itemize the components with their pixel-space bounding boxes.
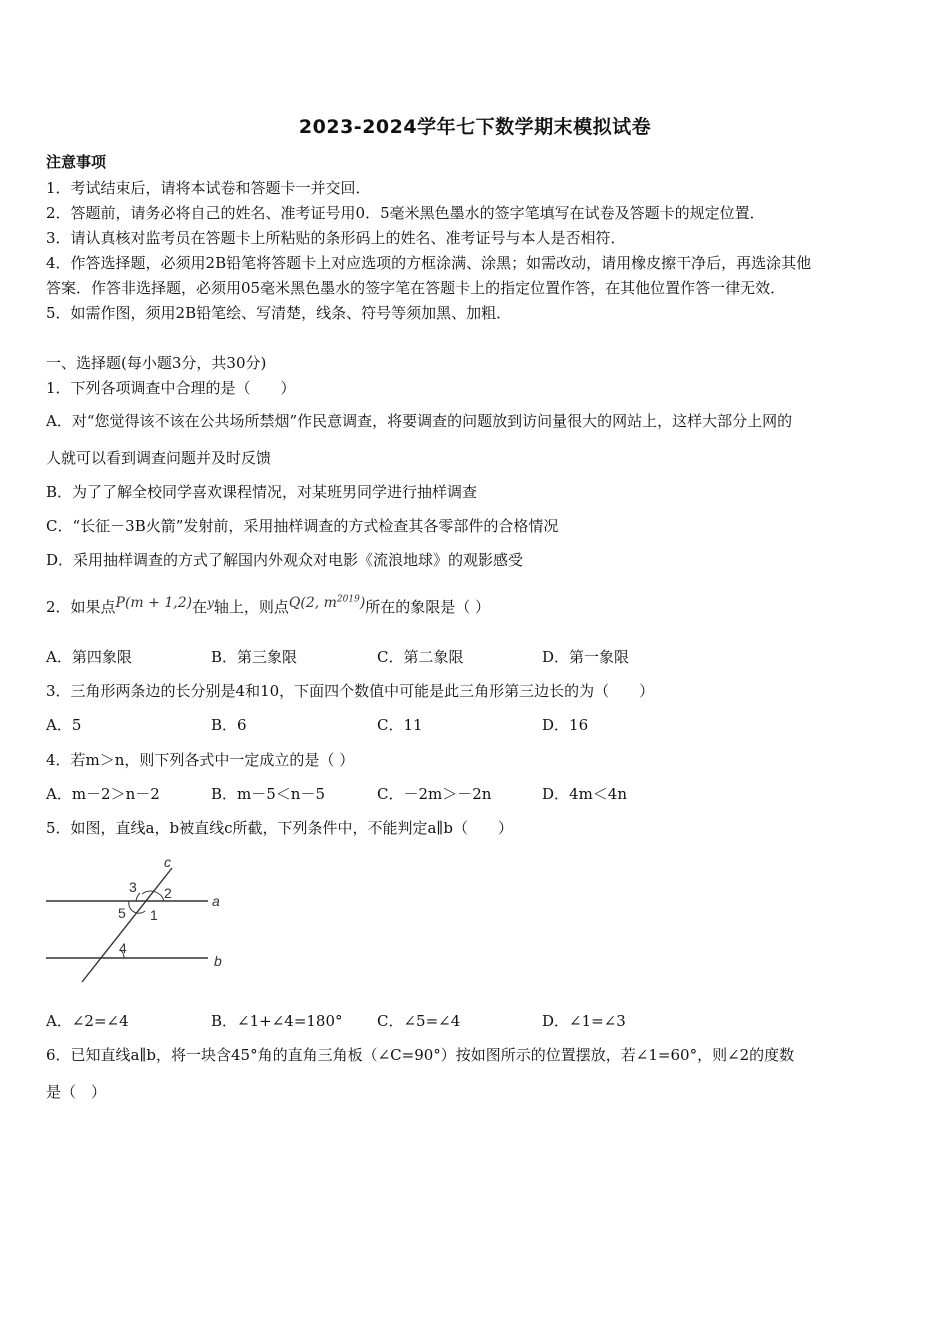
q1-option-a-cont: 人就可以看到调查问题并及时反馈 [46,449,272,467]
q2-option-b: B．第三象限 [211,648,298,666]
q2-text-2: 在 [192,598,208,616]
notice-item-3: 3．请认真核对监考员在答题卡上所粘贴的条形码上的姓名、准考证号与本人是否相符． [46,229,626,247]
label-angle-3: 3 [129,879,137,895]
notice-heading: 注意事项 [46,153,107,171]
q1-option-a: A．对“您觉得该不该在公共场所禁烟”作民意调查，将要调查的问题放到访问量很大的网站上，这样大部分上网的 [46,412,793,430]
label-angle-2: 2 [164,885,172,901]
q3-option-d: D．16 [542,716,589,734]
q2-option-c: C．第二象限 [377,648,464,666]
q4-option-b: B．m－5＜n－5 [211,785,325,803]
label-a: a [212,893,220,909]
q5-option-d: D．∠1=∠3 [542,1012,626,1030]
label-b: b [214,953,222,969]
q2-option-d: D．第一象限 [542,648,630,666]
q2-option-a: A．第四象限 [46,648,132,666]
q4-option-d: D．4m＜4n [542,785,627,803]
point-q-base: Q(2, m [288,595,337,611]
q2-stem [46,596,490,617]
q2-text-1: 2．如果点 [46,598,116,616]
label-c: c [164,854,171,870]
label-angle-4: 4 [119,940,127,956]
page-title: 2023-2024学年七下数学期末模拟试卷 [298,116,652,138]
line-c [82,868,172,982]
q2-text-3: 轴上，则点 [213,598,289,616]
parallel-lines-figure [40,850,240,990]
point-q-exponent: 2019 [336,594,360,605]
section-heading: 一、选择题(每小题3分，共30分) [46,354,267,372]
q2-text-4: 所在的象限是（ ） [365,598,491,616]
q4-option-c: C．－2m＞－2n [377,785,492,803]
q1-option-b: B．为了了解全校同学喜欢课程情况，对某班男同学进行抽样调查 [46,483,478,501]
q1-option-c: C．“长征－3B火箭”发射前，采用抽样调查的方式检查其各零部件的合格情况 [46,517,559,535]
label-angle-5: 5 [118,905,126,921]
q3-option-a: A．5 [46,716,82,734]
q3-option-c: C．11 [377,716,423,734]
q3-option-b: B．6 [211,716,247,734]
q4-stem: 4．若m＞n，则下列各式中一定成立的是（ ） [46,751,355,769]
q3-stem: 3．三角形两条边的长分别是4和10，下面四个数值中可能是此三角形第三边长的为（ ） [46,682,655,700]
label-angle-1: 1 [150,907,158,923]
point-q-formula [289,595,365,611]
q1-option-d: D．采用抽样调查的方式了解国内外观众对电影《流浪地球》的观影感受 [46,551,524,569]
point-p-formula: P(m + 1,2) [115,595,193,611]
notice-item-5: 5．如需作图，须用2B铅笔绘、写清楚，线条、符号等须加黑、加粗． [46,304,512,322]
q4-option-a: A．m－2＞n－2 [46,785,160,803]
notice-item-4: 4．作答选择题，必须用2B铅笔将答题卡上对应选项的方框涂满、涂黑；如需改动，请用橡皮擦干净后，再选涂其他 [46,254,812,272]
q5-stem: 5．如图，直线a，b被直线c所截，下列条件中，不能判定a∥b（ ） [46,819,513,837]
q1-stem: 1．下列各项调查中合理的是（ ） [46,379,296,397]
notice-item-1: 1．考试结束后，请将本试卷和答题卡一并交回． [46,179,371,197]
point-q-close: ) [359,595,366,611]
q6-stem: 6．已知直线a∥b，将一块含45°角的直角三角板（∠C=90°）按如图所示的位置摆放，若∠1=60°，则∠2的度数 [46,1046,795,1064]
notice-item-4-cont: 答案．作答非选择题，必须用05毫米黑色墨水的签字笔在答题卡上的指定位置作答，在其他位置作答一律无效． [46,279,786,297]
q5-option-b: B．∠1+∠4=180° [211,1012,343,1030]
q5-option-a: A．∠2=∠4 [46,1012,129,1030]
y-axis-symbol: y [207,596,214,610]
q5-option-c: C．∠5=∠4 [377,1012,461,1030]
notice-item-2: 2．答题前，请务必将自己的姓名、准考证号用0．5毫米黑色墨水的签字笔填写在试卷及答题卡的规定位置． [46,204,765,222]
q6-stem-cont: 是（ ） [46,1083,107,1101]
